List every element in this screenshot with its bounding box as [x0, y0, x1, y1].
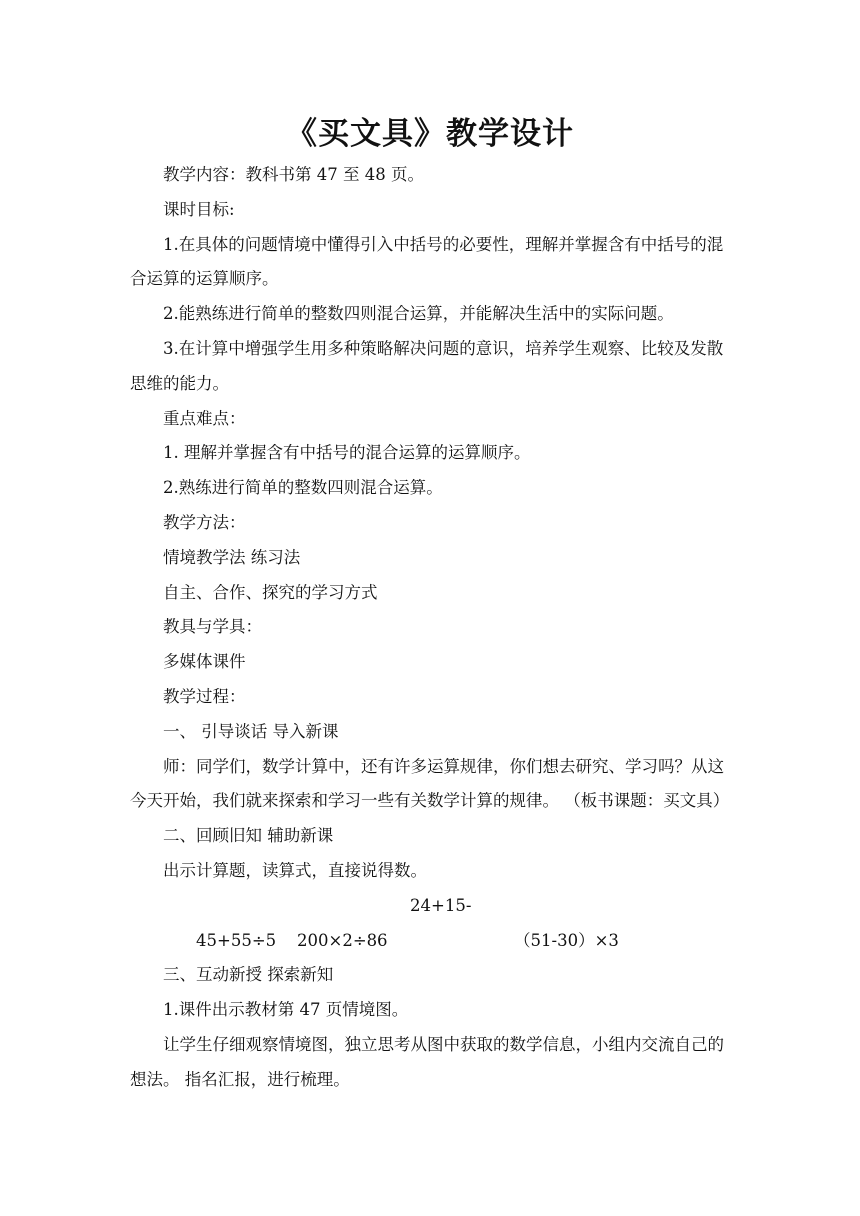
objective-2: 2.能熟练进行简单的整数四则混合运算，并能解决生活中的实际问题。	[163, 304, 674, 324]
content-line: 教学内容：教科书第 47 至 48 页。	[163, 165, 424, 184]
keypoint-1: 1. 理解并掌握含有中括号的混合运算的运算顺序。	[163, 443, 531, 463]
method-2: 自主、合作、探究的学习方式	[163, 582, 378, 602]
step-2-text: 出示计算题，读算式，直接说得数。	[163, 860, 427, 880]
calc-item: （51-30）×3	[514, 930, 619, 950]
calc-row	[130, 889, 732, 959]
keypoint-2: 2.熟练进行简单的整数四则混合运算。	[163, 478, 443, 498]
objective-3: 3.在计算中增强学生用多种策略解决问题的意识，培养学生观察、比较及发散思维的能力。	[130, 338, 724, 393]
calc-item: 24+15-6	[377, 895, 472, 950]
objectives-heading: 课时目标:	[163, 199, 235, 219]
step-3-heading: 三、互动新授 探索新知	[163, 965, 334, 985]
keypoints-heading: 重点难点：	[163, 408, 246, 428]
objective-1: 1.在具体的问题情境中懂得引入中括号的必要性，理解并掌握含有中括号的混合运算的运算顺序。	[130, 234, 724, 289]
methods-heading: 教学方法：	[163, 512, 246, 532]
document-body	[130, 158, 732, 1098]
method-1: 情境教学法 练习法	[163, 547, 301, 567]
tools-line: 多媒体课件	[163, 652, 246, 672]
tools-heading: 教具与学具：	[163, 617, 262, 637]
document-title: 《买文具》教学设计	[286, 116, 574, 152]
calc-item: 200×2÷8	[297, 930, 378, 950]
step-3-item-1: 1.课件出示教材第 47 页情境图。	[163, 1000, 409, 1020]
step-1-text: 师：同学们，数学计算中，还有许多运算规律，你们想去研究、学习吗？从这今天开始，我们就来探索和学习一些有关数学计算的规律。 （板书课题：买文具）	[130, 756, 730, 811]
calc-item: 45+55÷5	[196, 930, 277, 950]
step-2-heading: 二、回顾旧知 辅助新课	[163, 826, 334, 846]
process-heading: 教学过程：	[163, 686, 246, 706]
step-1-heading: 一、 引导谈话 导入新课	[163, 721, 339, 741]
step-3-text: 让学生仔细观察情境图，独立思考从图中获取的数学信息，小组内交流自己的想法。 指名汇报，进行梳理。	[130, 1034, 724, 1089]
